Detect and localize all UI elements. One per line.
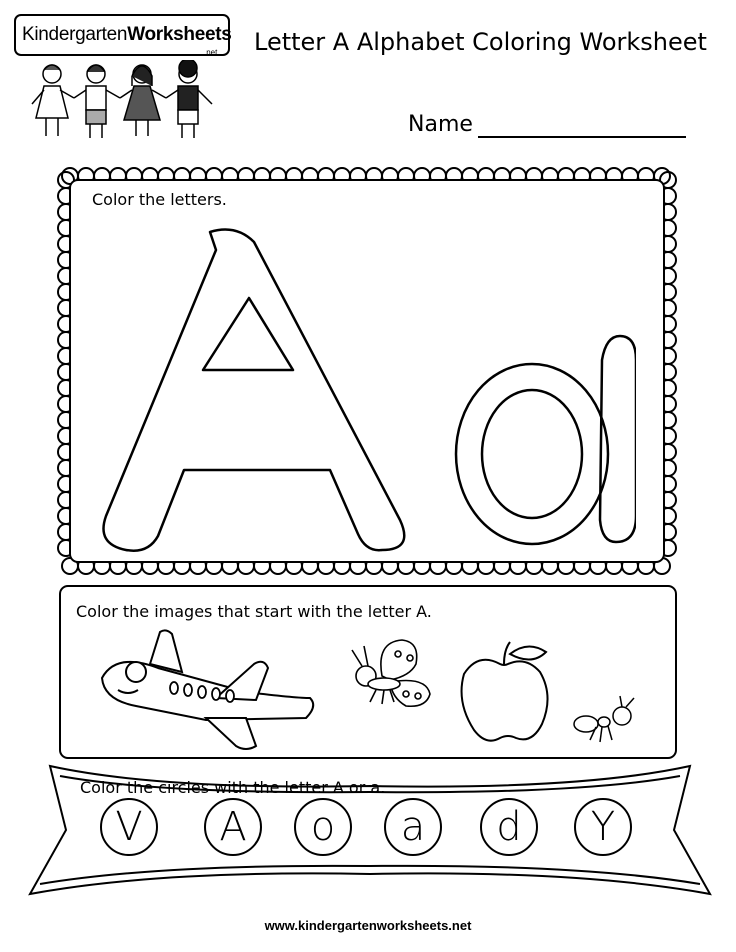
logo-text-part2: Worksheets xyxy=(127,24,232,45)
letter-circle-4[interactable]: a xyxy=(384,798,442,856)
letter-circle-3[interactable]: o xyxy=(294,798,352,856)
logo-suffix: .net xyxy=(204,48,218,57)
section3-instruction: Color the circles with the letter A or a. xyxy=(80,778,386,797)
kids-holding-hands-icon xyxy=(26,60,222,142)
logo-text-part1: Kindergarten xyxy=(22,24,128,45)
apple-icon[interactable] xyxy=(456,640,552,748)
name-label: Name xyxy=(408,112,473,137)
site-logo xyxy=(14,14,230,64)
letter-circle-5[interactable]: d xyxy=(480,798,538,856)
letter-circle-6[interactable]: Y xyxy=(574,798,632,856)
section1-instruction: Color the letters. xyxy=(92,190,227,209)
letter-circle-2[interactable]: A xyxy=(204,798,262,856)
worksheet-title: Letter A Alphabet Coloring Worksheet xyxy=(254,28,707,56)
letters-Aa-outline[interactable] xyxy=(76,220,636,560)
airplane-icon[interactable] xyxy=(96,628,320,752)
letter-circle-1[interactable]: V xyxy=(100,798,158,856)
ant-icon[interactable] xyxy=(568,694,648,746)
footer-url: www.kindergartenworksheets.net xyxy=(264,918,472,933)
section2-instruction: Color the images that start with the letter A. xyxy=(76,602,432,621)
butterfly-icon[interactable] xyxy=(340,636,436,716)
logo-text xyxy=(22,24,232,46)
name-input-line[interactable] xyxy=(478,136,686,138)
